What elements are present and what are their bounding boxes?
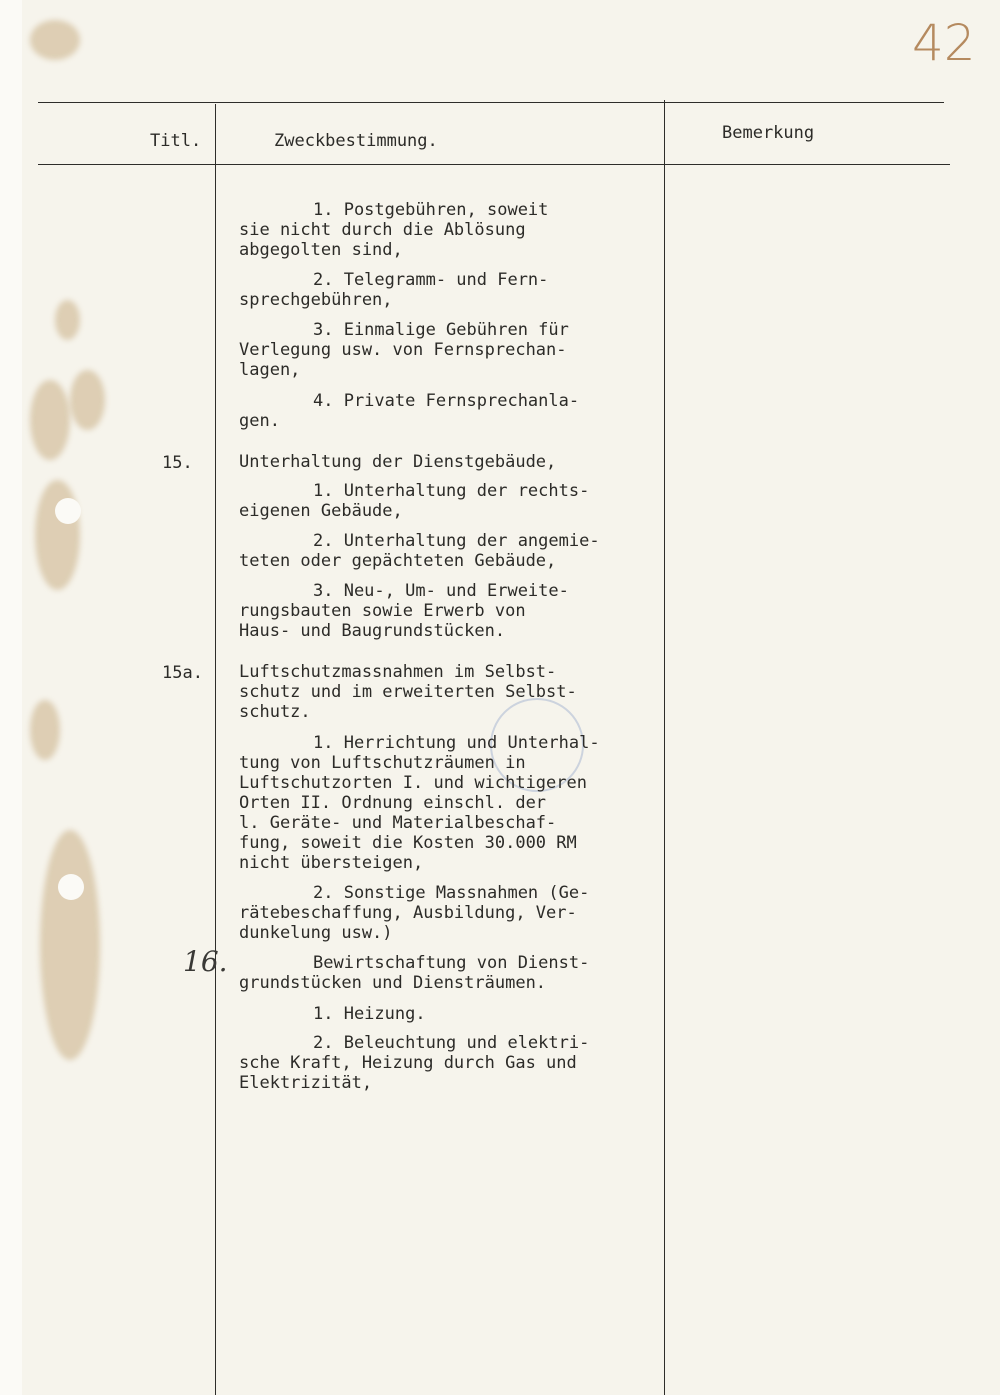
text-line: tung von Luftschutzräumen in xyxy=(239,753,526,773)
punch-hole xyxy=(58,874,84,900)
entry-block xyxy=(239,481,589,521)
stain xyxy=(30,700,60,760)
text-line: 1. Herrichtung und Unterhal- xyxy=(313,733,600,753)
entry-block xyxy=(239,200,548,260)
entry-block xyxy=(239,1004,426,1024)
column-divider-right xyxy=(664,100,665,1395)
entry-block xyxy=(239,452,556,472)
text-line: 4. Private Fernsprechanla- xyxy=(313,391,580,411)
header-remark-column: Bemerkung xyxy=(722,123,815,143)
text-line: sche Kraft, Heizung durch Gas und xyxy=(239,1053,577,1073)
text-line: gen. xyxy=(239,411,280,431)
header-purpose-column: Zweckbestimmung. xyxy=(274,131,438,151)
text-line: Unterhaltung der Dienstgebäude, xyxy=(239,452,557,472)
text-line: fung, soweit die Kosten 30.000 RM xyxy=(239,833,577,853)
header-title-column: Titl. xyxy=(150,131,202,151)
text-line: 2. Beleuchtung und elektri- xyxy=(313,1033,590,1053)
text-line: abgegolten sind, xyxy=(239,240,403,260)
text-line: 1. Heizung. xyxy=(313,1004,426,1024)
entry-block xyxy=(239,733,600,873)
text-line: grundstücken und Diensträumen. xyxy=(239,973,547,993)
entry-block xyxy=(239,581,569,641)
text-line: lagen, xyxy=(239,360,301,380)
title-number-handwritten: 16. xyxy=(183,945,228,978)
entry-block xyxy=(239,883,589,943)
text-line: 2. Telegramm- und Fern- xyxy=(313,270,549,290)
text-line: 1. Unterhaltung der rechts- xyxy=(313,481,590,501)
text-line: Luftschutzorten I. und wichtigeren xyxy=(239,773,587,793)
page-number: 42 xyxy=(912,14,976,72)
text-line: eigenen Gebäude, xyxy=(239,501,403,521)
entry-block xyxy=(239,270,548,310)
text-line: Orten II. Ordnung einschl. der xyxy=(239,793,547,813)
text-line: 2. Unterhaltung der angemie- xyxy=(313,531,600,551)
text-line: dunkelung usw.) xyxy=(239,923,393,943)
text-line: sie nicht durch die Ablösung xyxy=(239,220,526,240)
stain xyxy=(55,300,80,340)
punch-hole xyxy=(55,498,81,524)
text-line: Luftschutzmassnahmen im Selbst- xyxy=(239,662,557,682)
text-line: l. Geräte- und Materialbeschaf- xyxy=(239,813,557,833)
text-line: Elektrizität, xyxy=(239,1073,373,1093)
left-margin xyxy=(0,0,22,1395)
text-line: 1. Postgebühren, soweit xyxy=(313,200,549,220)
text-line: nicht übersteigen, xyxy=(239,853,424,873)
column-divider-left xyxy=(215,104,216,1395)
title-number: 15. xyxy=(162,453,193,473)
text-line: 3. Neu-, Um- und Erweite- xyxy=(313,581,569,601)
text-line: sprechgebühren, xyxy=(239,290,393,310)
table-top-rule xyxy=(38,102,944,103)
entry-block xyxy=(239,391,579,431)
entry-block xyxy=(239,1033,589,1093)
text-line: schutz. xyxy=(239,702,311,722)
text-line: teten oder gepächteten Gebäude, xyxy=(239,551,557,571)
header-bottom-rule xyxy=(38,164,950,165)
text-line: schutz und im erweiterten Selbst- xyxy=(239,682,577,702)
entry-block xyxy=(239,531,600,571)
stain xyxy=(30,380,70,460)
entry-block xyxy=(239,320,569,380)
text-line: 2. Sonstige Massnahmen (Ge- xyxy=(313,883,590,903)
text-line: rungsbauten sowie Erwerb von xyxy=(239,601,526,621)
text-line: Haus- und Baugrundstücken. xyxy=(239,621,506,641)
title-number: 15a. xyxy=(162,663,203,683)
text-line: Bewirtschaftung von Dienst- xyxy=(313,953,590,973)
text-line: 3. Einmalige Gebühren für xyxy=(313,320,569,340)
entry-block xyxy=(239,953,589,993)
text-line: rätebeschaffung, Ausbildung, Ver- xyxy=(239,903,577,923)
stain xyxy=(30,20,80,60)
stain xyxy=(35,480,80,590)
text-line: Verlegung usw. von Fernsprechan- xyxy=(239,340,567,360)
stain xyxy=(70,370,105,430)
entry-block xyxy=(239,662,577,722)
stain xyxy=(40,830,100,1060)
